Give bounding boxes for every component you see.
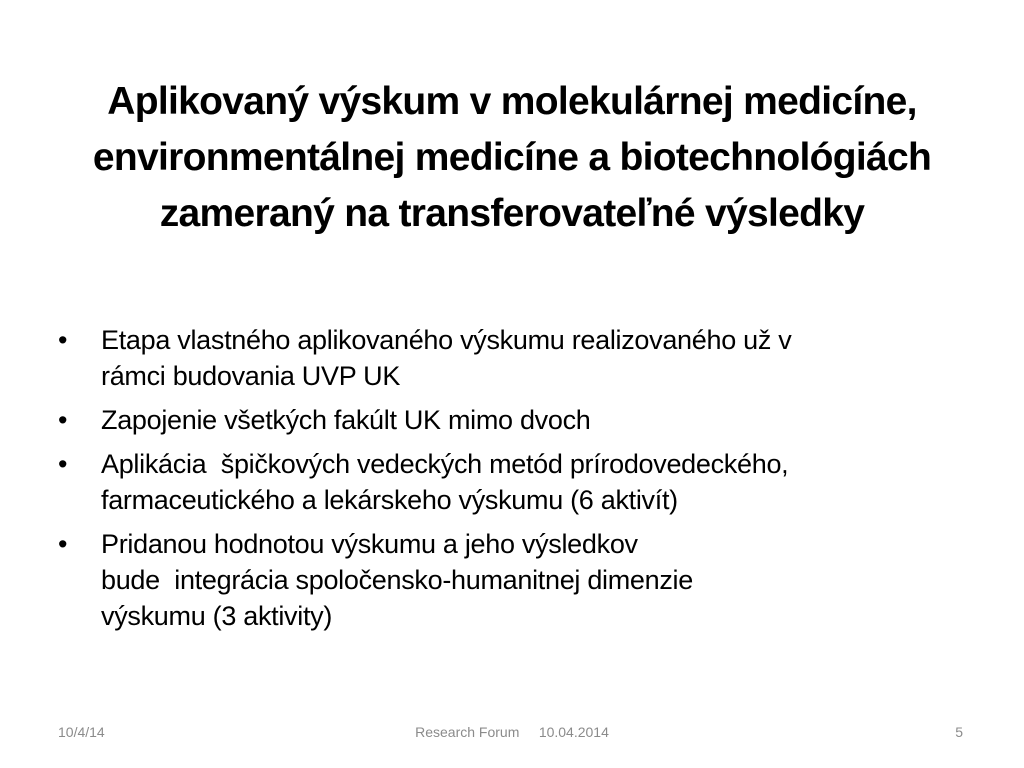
title-line: Aplikovaný výskum v molekulárnej medicíne,: [107, 80, 917, 123]
bullet-text: [101, 526, 958, 634]
bullet-line: farmaceutického a lekárskeho výskumu (6 aktivít): [101, 485, 678, 515]
bullet-line: Etapa vlastného aplikovaného výskumu realizovaného už v: [101, 325, 792, 355]
bullet-icon: •: [58, 405, 68, 435]
bullet-line: bude integrácia spoločensko-humanitnej dimenzie: [101, 565, 693, 595]
page-number: 5: [955, 724, 963, 740]
bullet-icon: •: [58, 529, 68, 559]
slide-title: [50, 74, 974, 242]
title-line: environmentálnej medicíne a biotechnológiách: [92, 136, 932, 179]
bullet-text: [101, 446, 958, 518]
footer-center-text: Research Forum 10.04.2014: [415, 724, 609, 740]
bullet-text: [101, 402, 958, 438]
bullet-icon: •: [58, 325, 68, 355]
bullet-line: Zapojenie všetkých fakúlt UK mimo dvoch: [101, 405, 591, 435]
footer-date: 10/4/14: [58, 724, 105, 740]
bullet-item: [58, 402, 958, 438]
bullet-line: výskumu (3 aktivity): [101, 601, 333, 631]
bullet-list: [58, 322, 958, 642]
bullet-item: [58, 322, 958, 394]
bullet-item: [58, 526, 958, 634]
title-line: zameraný na transferovateľné výsledky: [159, 192, 865, 235]
bullet-line: Pridanou hodnotou výskumu a jeho výsledkov: [101, 529, 638, 559]
bullet-icon: •: [58, 449, 68, 479]
bullet-line: Aplikácia špičkových vedeckých metód prírodovedeckého,: [101, 449, 789, 479]
bullet-item: [58, 446, 958, 518]
bullet-line: rámci budovania UVP UK: [101, 361, 401, 391]
bullet-text: [101, 322, 958, 394]
